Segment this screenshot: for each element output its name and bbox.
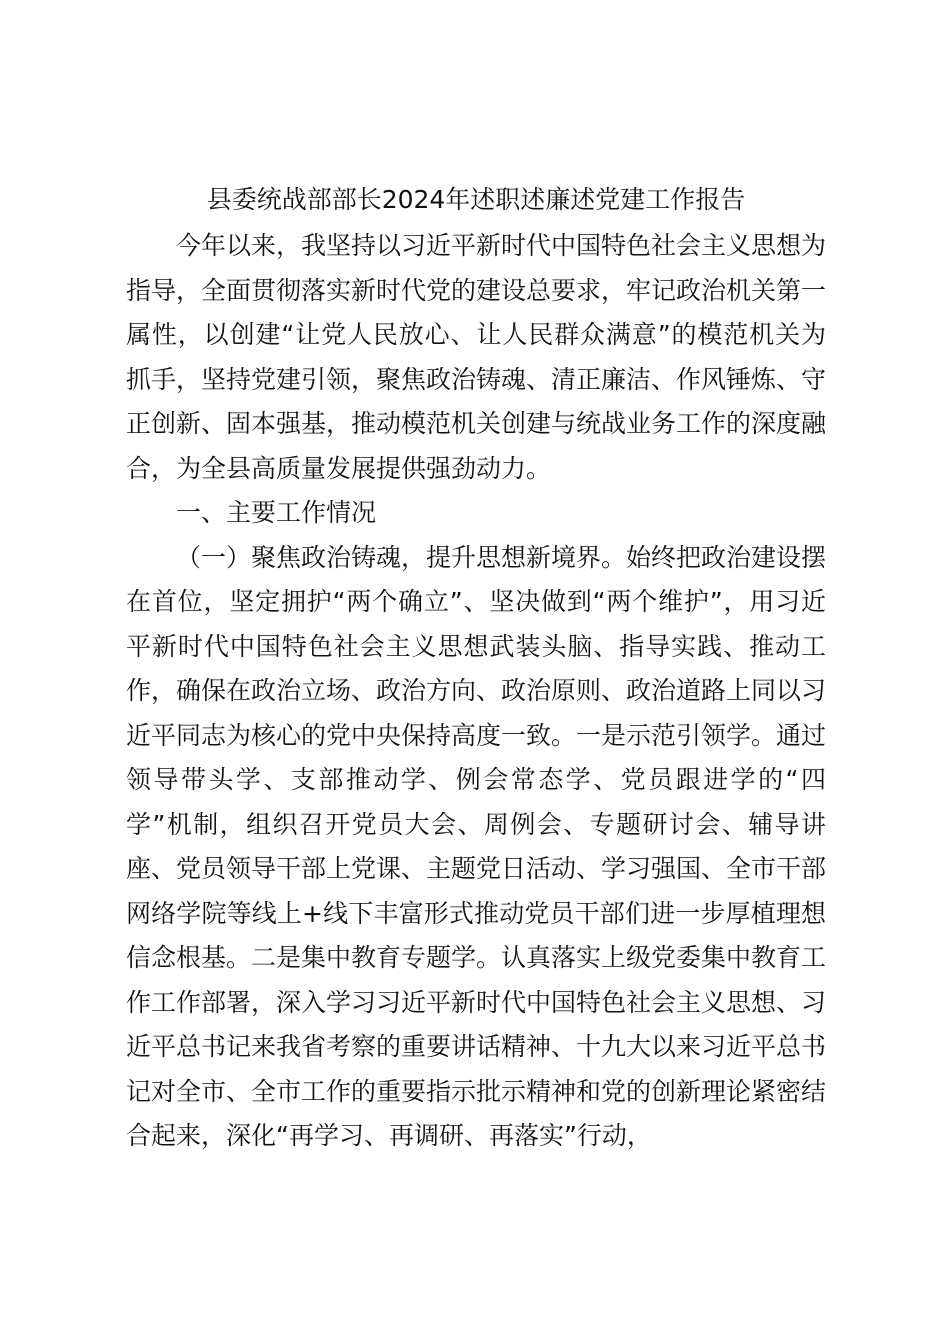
document-body bbox=[126, 176, 826, 1159]
section-paragraph: （一）聚焦政治铸魂，提升思想新境界。始终把政治建设摆在首位，坚定拥护“两个确立”、坚决做到“两个维护”，用习近平新时代中国特色社会主义思想武装头脑、指导实践、推动工作，确保在政治立场、政治方向、政治原则、政治道路上同以习近平同志为核心的党中央保持高度一致。一是示范引领学。通过领导带头学、支部推动学、例会常态学、党员跟进学的“四学”机制，组织召开党员大会、周例会、专题研讨会、辅导讲座、党员领导干部上党课、主题党日活动、学习强国、全市干部网络学院等线上+线下丰富形式推动党员干部们进一步厚植理想信念根基。二是集中教育专题学。认真落实上级党委集中教育工作工作部署，深入学习习近平新时代中国特色社会主义思想、习近平总书记来我省考察的重要讲话精神、十九大以来习近平总书记对全市、全市工作的重要指示批示精神和党的创新理论紧密结合起来，深化“再学习、再调研、再落实”行动， bbox=[126, 542, 827, 1150]
section-heading: 一、主要工作情况 bbox=[176, 498, 377, 527]
document-title: 县委统战部部长2024年述职述廉述党建工作报告 bbox=[206, 185, 746, 214]
intro-paragraph: 今年以来，我坚持以习近平新时代中国特色社会主义思想为指导，全面贯彻落实新时代党的建设总要求，牢记政治机关第一属性，以创建“让党人民放心、让人民群众满意”的模范机关为抓手，坚持党建引领，聚焦政治铸魂、清正廉洁、作风锤炼、守正创新、固本强基，推动模范机关创建与统战业务工作的深度融合，为全县高质量发展提供强劲动力。 bbox=[126, 231, 827, 483]
